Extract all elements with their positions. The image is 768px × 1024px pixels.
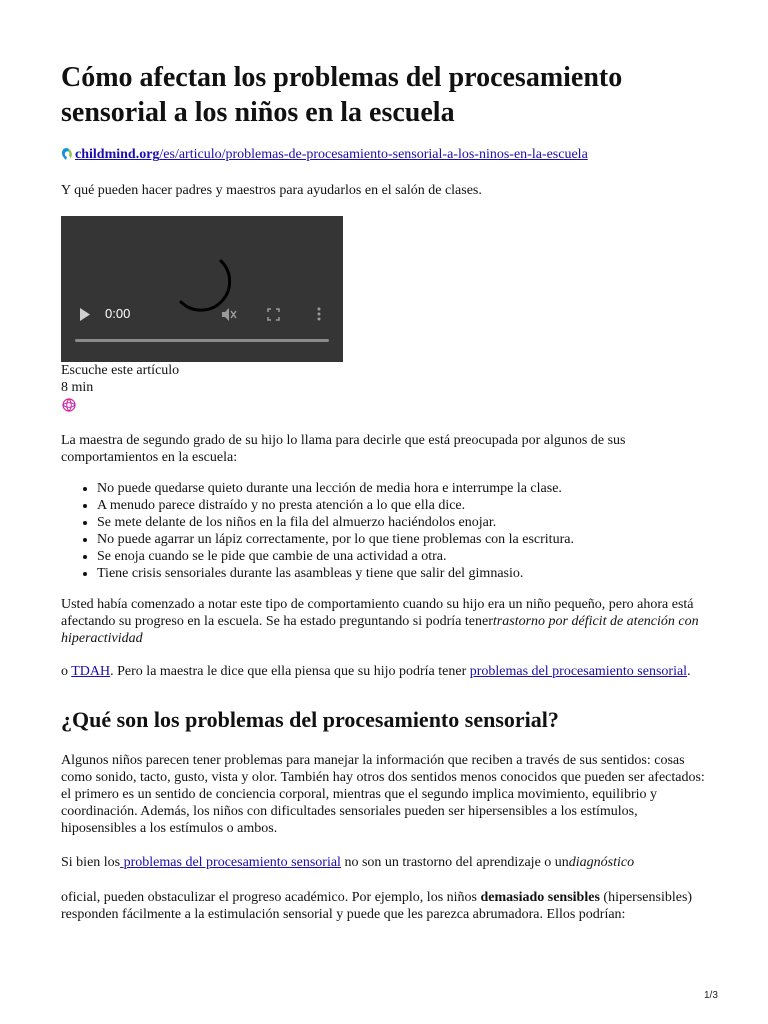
- teacher-paragraph-suffix: .: [687, 664, 691, 679]
- more-options-icon[interactable]: [317, 307, 321, 324]
- list-item: • Se enoja cuando se le pide que cambie de una actividad a otra.: [97, 548, 711, 565]
- list-item: • A menudo parece distraído y no presta atención a lo que ella dice.: [97, 497, 711, 514]
- video-time: 0:00: [105, 306, 131, 321]
- adhd-paragraph-text: Usted había comenzado a notar este tipo de comportamiento cuando su hijo era un niño pequeño, pero ahora está afectando su progreso en la escuela. Se ha estado preguntando si podría tener: [61, 597, 694, 629]
- tdah-link[interactable]: TDAH: [71, 664, 111, 679]
- sensory-processing-link[interactable]: problemas del procesamiento sensorial: [469, 664, 688, 679]
- fullscreen-icon[interactable]: [267, 308, 280, 324]
- page-title: Cómo afectan los problemas del procesamiento sensorial a los niños en la escuela: [61, 62, 623, 128]
- page-number: 1/3: [704, 990, 718, 1001]
- audio-player-icon[interactable]: [61, 397, 77, 413]
- listen-duration: 8 min: [61, 380, 94, 395]
- listen-label: Escuche este artículo: [61, 363, 180, 378]
- url-domain: childmind.org: [75, 147, 160, 162]
- learning-paragraph-prefix: Si bien los: [61, 855, 121, 870]
- learning-paragraph-mid: no son un trastorno del aprendizaje o un: [340, 855, 569, 870]
- video-controls: [61, 302, 343, 328]
- hypersensitive-bold: demasiado sensibles: [480, 890, 600, 905]
- adhd-emphasis: trastorno por déficit de atención con hiperactividad: [61, 614, 699, 646]
- adhd-paragraph: [61, 596, 711, 647]
- list-item: • No puede agarrar un lápiz correctamente, por lo que tiene problemas con la escritura.: [97, 531, 711, 548]
- teacher-paragraph: [61, 663, 711, 680]
- source-url-line: [61, 146, 711, 164]
- list-item: • No puede quedarse quieto durante una lección de media hora e interrumpe la clase.: [97, 480, 711, 497]
- list-item: • Se mete delante de los niños en la fila del almuerzo haciéndolos enojar.: [97, 514, 711, 531]
- hypersensitive-paragraph-suffix: (hipersensibles) responden fácilmente a la estimulación sensorial y puede que les parezca abrumadora. Ellos podrían:: [61, 890, 693, 922]
- source-url-link[interactable]: [75, 146, 588, 164]
- teacher-paragraph-mid: . Pero la maestra le dice que ella piensa que su hijo podría tener: [110, 664, 470, 679]
- video-player[interactable]: [61, 216, 343, 362]
- teacher-paragraph-prefix: o: [61, 664, 72, 679]
- url-path: /es/articulo/problemas-de-procesamiento-sensorial-a-los-ninos-en-la-escuela: [159, 147, 588, 162]
- hypersensitive-paragraph-prefix: oficial, pueden obstaculizar el progreso académico. Por ejemplo, los niños: [61, 890, 481, 905]
- sensory-processing-link-2[interactable]: problemas del procesamiento sensorial: [120, 855, 341, 870]
- article: [61, 60, 711, 923]
- article-subtitle: Y qué pueden hacer padres y maestros para ayudarlos en el salón de clases.: [61, 183, 482, 198]
- hypersensitive-paragraph: [61, 889, 711, 923]
- list-item: • Tiene crisis sensoriales durante las asambleas y tiene que salir del gimnasio.: [97, 565, 711, 582]
- diagnosis-emphasis: diagnóstico: [568, 855, 635, 870]
- childmind-favicon-icon: [61, 147, 73, 161]
- video-progress-bar[interactable]: [75, 339, 329, 342]
- intro-paragraph: La maestra de segundo grado de su hijo lo llama para decirle que está preocupada por algunos de sus comportamientos en la escuela:: [61, 433, 626, 465]
- senses-paragraph: Algunos niños parecen tener problemas para manejar la información que reciben a través de sus sentidos: cosas como sonido, tacto, gusto, vista y olor. También hay otros dos sentidos menos conocidos que pueden ser afectados: el primero es un sentido de conciencia corporal, mientras que el segundo implica movimiento, equilibrio y coordinación. Además, los niños con dificultades sensoriales pueden ser hipersensibles a los estímulos, hiposensibles a los estímulos o ambos.: [61, 753, 705, 836]
- behavior-list: [61, 480, 711, 582]
- volume-muted-icon[interactable]: [221, 307, 237, 325]
- section-heading: ¿Qué son los problemas del procesamiento sensorial?: [61, 707, 559, 732]
- play-icon[interactable]: [79, 308, 91, 324]
- learning-paragraph: [61, 854, 711, 871]
